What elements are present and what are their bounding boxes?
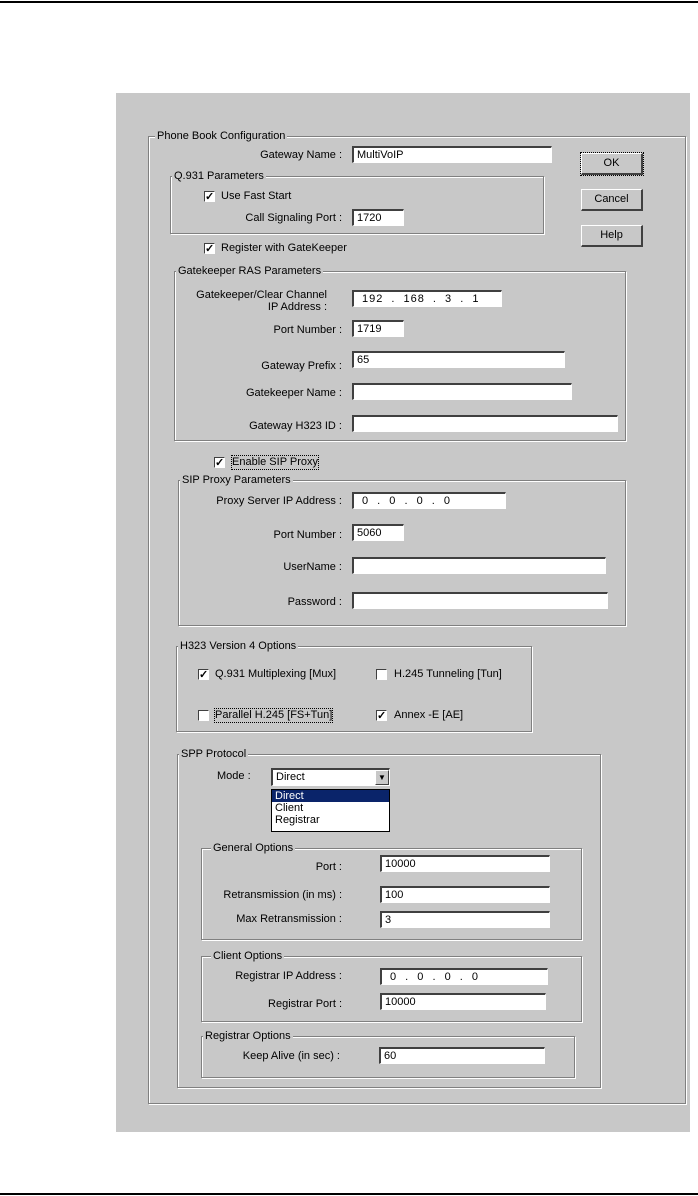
- retransmission-label: Retransmission (in ms) :: [223, 889, 342, 901]
- gateway-h323-id-label: Gateway H323 ID :: [249, 420, 342, 432]
- enable-sip-proxy-label: Enable SIP Proxy: [232, 456, 319, 468]
- call-signaling-port-label: Call Signaling Port :: [245, 212, 342, 224]
- gk-port-input[interactable]: 1719: [352, 320, 404, 337]
- h323-v4-title: H323 Version 4 Options: [180, 640, 297, 652]
- mode-dropdown[interactable]: [271, 768, 390, 786]
- spp-port-label: Port :: [315, 861, 342, 873]
- use-fast-start-label: Use Fast Start: [221, 190, 292, 202]
- registrar-port-label: Registrar Port :: [268, 998, 342, 1010]
- mode-options-list: [271, 789, 390, 832]
- gatekeeper-name-input[interactable]: [352, 383, 572, 400]
- q931-mux-label: Q.931 Multiplexing [Mux]: [215, 668, 337, 680]
- registrar-options-title: Registrar Options: [205, 1030, 291, 1042]
- help-button[interactable]: Help: [581, 225, 643, 247]
- registrar-port-input[interactable]: 10000: [380, 993, 546, 1010]
- ok-button[interactable]: OK: [581, 153, 643, 175]
- client-options-title: Client Options: [213, 950, 283, 962]
- sip-proxy-title: SIP Proxy Parameters: [182, 474, 291, 486]
- keep-alive-input[interactable]: 60: [379, 1047, 545, 1064]
- mode-option-direct[interactable]: Direct: [272, 790, 389, 802]
- register-gatekeeper-checkbox[interactable]: ✓: [205, 243, 215, 255]
- keep-alive-label: Keep Alive (in sec) :: [242, 1050, 340, 1062]
- annex-e-checkbox[interactable]: ✓: [377, 710, 387, 722]
- gk-ip-label-line2: IP Address :: [267, 301, 327, 313]
- gatekeeper-name-label: Gatekeeper Name :: [246, 387, 342, 399]
- call-signaling-port-input[interactable]: 1720: [352, 209, 404, 226]
- q931-title: Q.931 Parameters: [174, 170, 264, 182]
- gateway-prefix-input[interactable]: 65: [352, 351, 565, 368]
- q931-mux-checkbox[interactable]: ✓: [199, 669, 209, 681]
- gateway-name-label: Gateway Name :: [260, 149, 342, 161]
- spp-port-input[interactable]: 10000: [380, 855, 550, 872]
- mode-option-registrar[interactable]: Registrar: [275, 814, 320, 826]
- username-input[interactable]: [352, 557, 606, 574]
- gateway-name-input[interactable]: MultiVoIP: [352, 146, 552, 163]
- phone-book-dialog: [116, 93, 690, 1132]
- mode-selected-value: Direct: [276, 771, 305, 783]
- chevron-down-icon[interactable]: ▼: [375, 770, 389, 785]
- gatekeeper-ras-title: Gatekeeper RAS Parameters: [178, 265, 322, 277]
- phone-book-config-title: Phone Book Configuration: [157, 130, 286, 142]
- mode-option-client[interactable]: Client: [275, 802, 304, 814]
- mode-label: Mode :: [217, 770, 251, 782]
- password-input[interactable]: [352, 592, 608, 609]
- max-retransmission-input[interactable]: 3: [380, 911, 550, 928]
- proxy-ip-label: Proxy Server IP Address :: [216, 495, 342, 507]
- password-label: Password :: [287, 596, 342, 608]
- h245-tunneling-checkbox[interactable]: [376, 669, 387, 680]
- page-bottom-rule: [0, 1193, 698, 1195]
- parallel-h245-checkbox[interactable]: [198, 710, 209, 721]
- sip-port-label: Port Number :: [273, 529, 342, 541]
- general-options-title: General Options: [213, 842, 294, 854]
- cancel-button[interactable]: Cancel: [581, 189, 643, 211]
- retransmission-input[interactable]: 100: [380, 886, 550, 903]
- proxy-ip-address-input[interactable]: 0 . 0 . 0 . 0: [352, 492, 506, 509]
- page-top-rule: [0, 1, 698, 3]
- annex-e-label: Annex -E [AE]: [394, 709, 464, 721]
- username-label: UserName :: [283, 561, 342, 573]
- parallel-h245-label: Parallel H.245 [FS+Tun]: [215, 709, 333, 721]
- client-options-group: [201, 950, 582, 1022]
- use-fast-start-checkbox[interactable]: ✓: [205, 191, 215, 203]
- enable-sip-proxy-checkbox[interactable]: ✓: [215, 457, 225, 469]
- spp-protocol-title: SPP Protocol: [181, 748, 247, 760]
- max-retransmission-label: Max Retransmission :: [236, 913, 342, 925]
- gateway-h323-id-input[interactable]: [352, 415, 618, 432]
- gk-ip-label-line1: Gatekeeper/Clear Channel: [196, 289, 327, 301]
- register-gatekeeper-label: Register with GateKeeper: [221, 242, 347, 254]
- gk-ip-address-input[interactable]: 192 . 168 . 3 . 1: [352, 290, 502, 307]
- sip-port-input[interactable]: 5060: [352, 524, 404, 541]
- registrar-ip-input[interactable]: 0 . 0 . 0 . 0: [380, 968, 548, 985]
- registrar-ip-label: Registrar IP Address :: [235, 970, 342, 982]
- h245-tunneling-label: H.245 Tunneling [Tun]: [394, 668, 502, 680]
- gateway-prefix-label: Gateway Prefix :: [261, 360, 342, 372]
- gk-port-label: Port Number :: [273, 324, 342, 336]
